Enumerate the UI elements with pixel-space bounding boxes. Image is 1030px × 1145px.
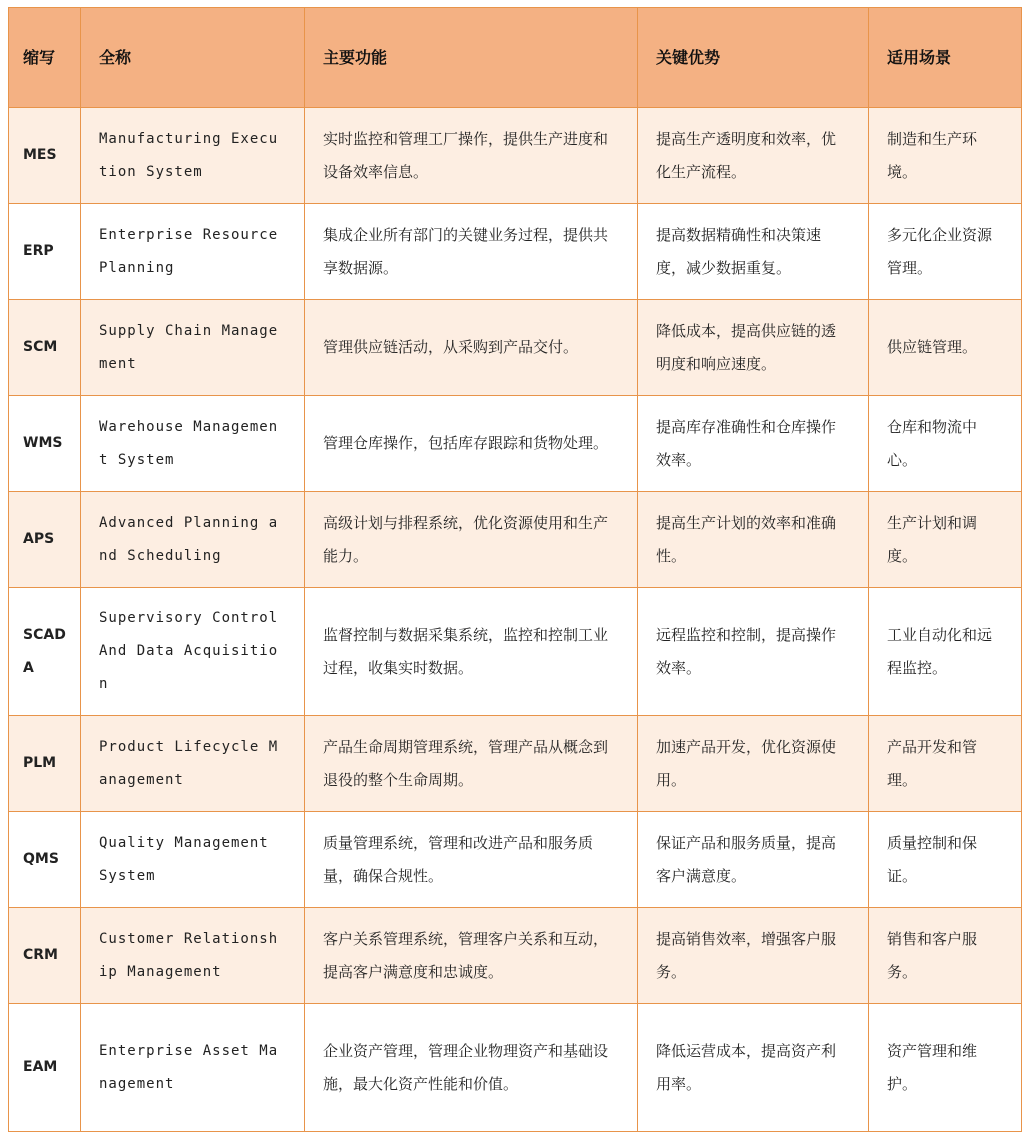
header-full-name: 全称 [81, 8, 305, 108]
cell-full-name: Customer Relationship Management [81, 908, 305, 1004]
cell-scenario: 质量控制和保证。 [869, 812, 1022, 908]
table-row [9, 716, 1022, 812]
table-row [9, 588, 1022, 716]
cell-scenario: 生产计划和调度。 [869, 492, 1022, 588]
cell-function: 集成企业所有部门的关键业务过程，提供共享数据源。 [305, 204, 638, 300]
cell-abbr: APS [9, 492, 81, 588]
table-row [9, 1004, 1022, 1132]
cell-abbr: ERP [9, 204, 81, 300]
header-scenario: 适用场景 [869, 8, 1022, 108]
cell-abbr: CRM [9, 908, 81, 1004]
cell-abbr: PLM [9, 716, 81, 812]
table-row [9, 908, 1022, 1004]
table-header-row [9, 8, 1022, 108]
cell-function: 企业资产管理，管理企业物理资产和基础设施，最大化资产性能和价值。 [305, 1004, 638, 1132]
table-row [9, 204, 1022, 300]
cell-advantage: 提高销售效率，增强客户服务。 [638, 908, 869, 1004]
cell-full-name: Advanced Planning and Scheduling [81, 492, 305, 588]
cell-abbr: SCADA [9, 588, 81, 716]
cell-function: 高级计划与排程系统，优化资源使用和生产能力。 [305, 492, 638, 588]
header-main-function: 主要功能 [305, 8, 638, 108]
cell-full-name: Quality Management System [81, 812, 305, 908]
cell-abbr: QMS [9, 812, 81, 908]
cell-full-name: Manufacturing Execution System [81, 108, 305, 204]
cell-function: 监督控制与数据采集系统，监控和控制工业过程，收集实时数据。 [305, 588, 638, 716]
cell-abbr: SCM [9, 300, 81, 396]
cell-function: 实时监控和管理工厂操作，提供生产进度和设备效率信息。 [305, 108, 638, 204]
cell-function: 产品生命周期管理系统，管理产品从概念到退役的整个生命周期。 [305, 716, 638, 812]
cell-scenario: 销售和客户服务。 [869, 908, 1022, 1004]
cell-scenario: 制造和生产环境。 [869, 108, 1022, 204]
cell-advantage: 提高库存准确性和仓库操作效率。 [638, 396, 869, 492]
cell-function: 管理供应链活动，从采购到产品交付。 [305, 300, 638, 396]
cell-advantage: 提高生产计划的效率和准确性。 [638, 492, 869, 588]
cell-full-name: Supply Chain Management [81, 300, 305, 396]
cell-abbr: WMS [9, 396, 81, 492]
table-row [9, 492, 1022, 588]
cell-advantage: 加速产品开发，优化资源使用。 [638, 716, 869, 812]
cell-advantage: 保证产品和服务质量，提高客户满意度。 [638, 812, 869, 908]
cell-full-name: Supervisory Control And Data Acquisition [81, 588, 305, 716]
cell-advantage: 提高数据精确性和决策速度，减少数据重复。 [638, 204, 869, 300]
table-row [9, 108, 1022, 204]
header-key-advantage: 关键优势 [638, 8, 869, 108]
cell-scenario: 工业自动化和远程监控。 [869, 588, 1022, 716]
cell-scenario: 资产管理和维护。 [869, 1004, 1022, 1132]
cell-full-name: Warehouse Management System [81, 396, 305, 492]
cell-scenario: 仓库和物流中心。 [869, 396, 1022, 492]
table-row [9, 300, 1022, 396]
cell-scenario: 多元化企业资源管理。 [869, 204, 1022, 300]
cell-full-name: Enterprise Asset Management [81, 1004, 305, 1132]
cell-full-name: Enterprise Resource Planning [81, 204, 305, 300]
cell-advantage: 远程监控和控制，提高操作效率。 [638, 588, 869, 716]
cell-function: 管理仓库操作，包括库存跟踪和货物处理。 [305, 396, 638, 492]
cell-full-name: Product Lifecycle Management [81, 716, 305, 812]
cell-scenario: 供应链管理。 [869, 300, 1022, 396]
cell-scenario: 产品开发和管理。 [869, 716, 1022, 812]
cell-function: 质量管理系统，管理和改进产品和服务质量，确保合规性。 [305, 812, 638, 908]
cell-advantage: 提高生产透明度和效率，优化生产流程。 [638, 108, 869, 204]
cell-function: 客户关系管理系统，管理客户关系和互动，提高客户满意度和忠诚度。 [305, 908, 638, 1004]
cell-advantage: 降低成本，提高供应链的透明度和响应速度。 [638, 300, 869, 396]
systems-comparison-table [8, 7, 1022, 1132]
table-row [9, 812, 1022, 908]
header-abbr: 缩写 [9, 8, 81, 108]
cell-abbr: MES [9, 108, 81, 204]
cell-abbr: EAM [9, 1004, 81, 1132]
table-row [9, 396, 1022, 492]
cell-advantage: 降低运营成本，提高资产利用率。 [638, 1004, 869, 1132]
